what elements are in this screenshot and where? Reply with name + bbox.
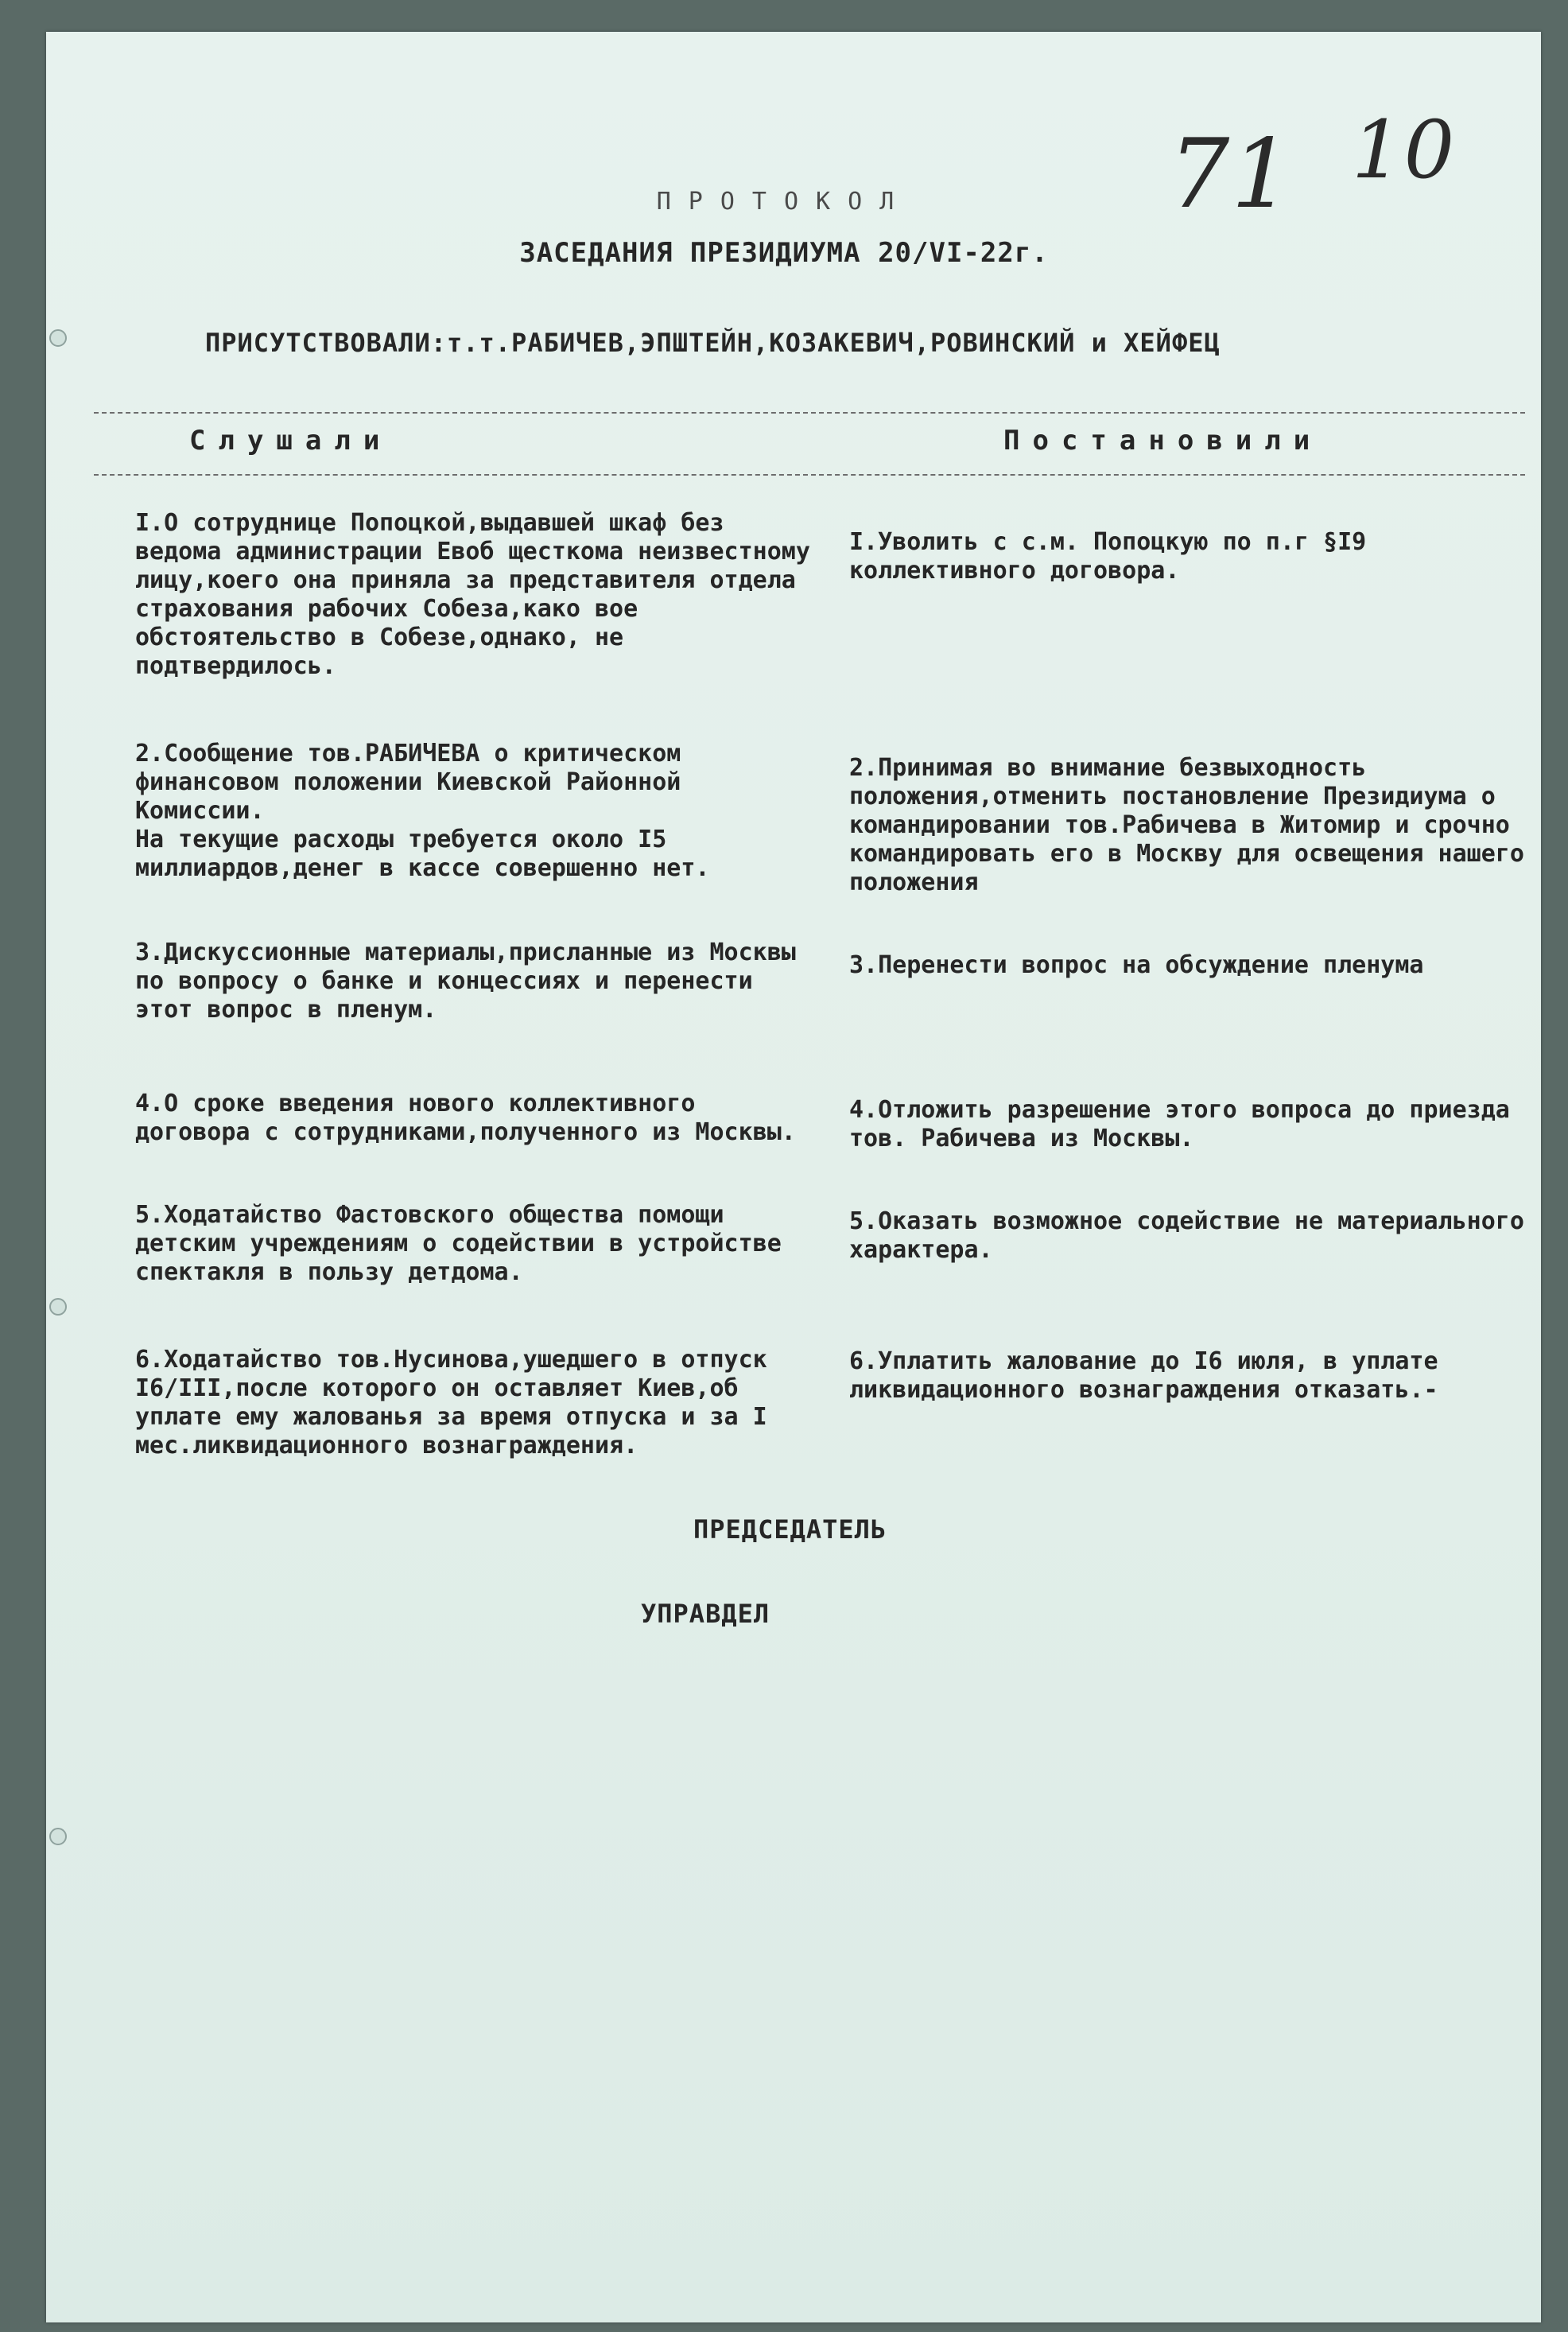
handwritten-page-number-secondary: 10	[1352, 103, 1457, 196]
decided-item-1: I.Уволить с с.м. Попоцкую по п.г §I9 коллективного договора.	[849, 528, 1367, 585]
signature-chair: ПРЕДСЕДАТЕЛЬ	[693, 1514, 887, 1545]
heard-item-6: 6.Ходатайство тов.Нусинова,ушедшего в отпуск I6/III,после которого он оставляет Киев,об уплате ему жалованья за время отпуска и за I мес.ликвидационного вознаграждения.	[135, 1346, 767, 1459]
decided-item-3: 3.Перенести вопрос на обсуждение пленума	[849, 951, 1424, 979]
heard-item-4: 4.О сроке введения нового коллективного договора с сотрудниками,полученного из Москвы.	[135, 1090, 796, 1146]
top-divider	[94, 412, 1525, 414]
document-title: ЗАСЕДАНИЯ ПРЕЗИДИУМА 20/VI-22г.	[519, 237, 1049, 269]
decided-item-2: 2.Принимая во внимание безвыходность положения,отменить постановление Президиума о командировании тов.Рабичева в Житомир и срочно командировать его в Москву для освещения нашего положения	[849, 754, 1524, 896]
document-page	[46, 32, 1541, 2322]
column-heading-decided: Постановили	[1003, 425, 1323, 457]
punch-hole-icon	[49, 1828, 67, 1845]
punch-hole-icon	[49, 1298, 67, 1316]
heard-item-1: I.О сотруднице Попоцкой,выдавшей шкаф без ведома администрации Евоб щесткома неизвестному лицу,коего она приняла за представителя отдела страхования рабочих Собеза,како вое обстоятельство в Собезе,однако, не подтвердилось.	[135, 509, 810, 680]
heard-item-5: 5.Ходатайство Фастовского общества помощи детским учреждениям о содействии в устройстве спектакля в пользу детдома.	[135, 1201, 782, 1286]
decided-item-4: 4.Отложить разрешение этого вопроса до приезда тов. Рабичева из Москвы.	[849, 1096, 1510, 1152]
signature-manager: УПРАВДЕЛ	[641, 1599, 770, 1629]
decided-item-6: 6.Уплатить жалование до I6 июля, в уплате ликвидационного вознаграждения отказать.-	[849, 1347, 1438, 1404]
heard-item-3: 3.Дискуссионные материалы,присланные из Москвы по вопросу о банке и концессиях и перенести этот вопрос в пленум.	[135, 939, 796, 1024]
handwritten-page-number: 71	[1169, 119, 1294, 230]
attendees-line: ПРИСУТСТВОВАЛИ:т.т.РАБИЧЕВ,ЭПШТЕЙН,КОЗАКЕВИЧ,РОВИНСКИЙ и ХЕЙФЕЦ	[205, 328, 1221, 358]
punch-hole-icon	[49, 329, 67, 347]
column-heading-heard: Слушали	[189, 425, 393, 457]
heading-divider	[94, 474, 1525, 476]
decided-item-5: 5.Оказать возможное содействие не материального характера.	[849, 1207, 1524, 1264]
heard-item-2: 2.Сообщение тов.РАБИЧЕВА о критическом финансовом положении Киевской Районной Комиссии. На текущие расходы требуется около I5 миллиардов,денег в кассе совершенно нет.	[135, 740, 710, 882]
document-type-heading: ПРОТОКОЛ	[656, 188, 912, 216]
